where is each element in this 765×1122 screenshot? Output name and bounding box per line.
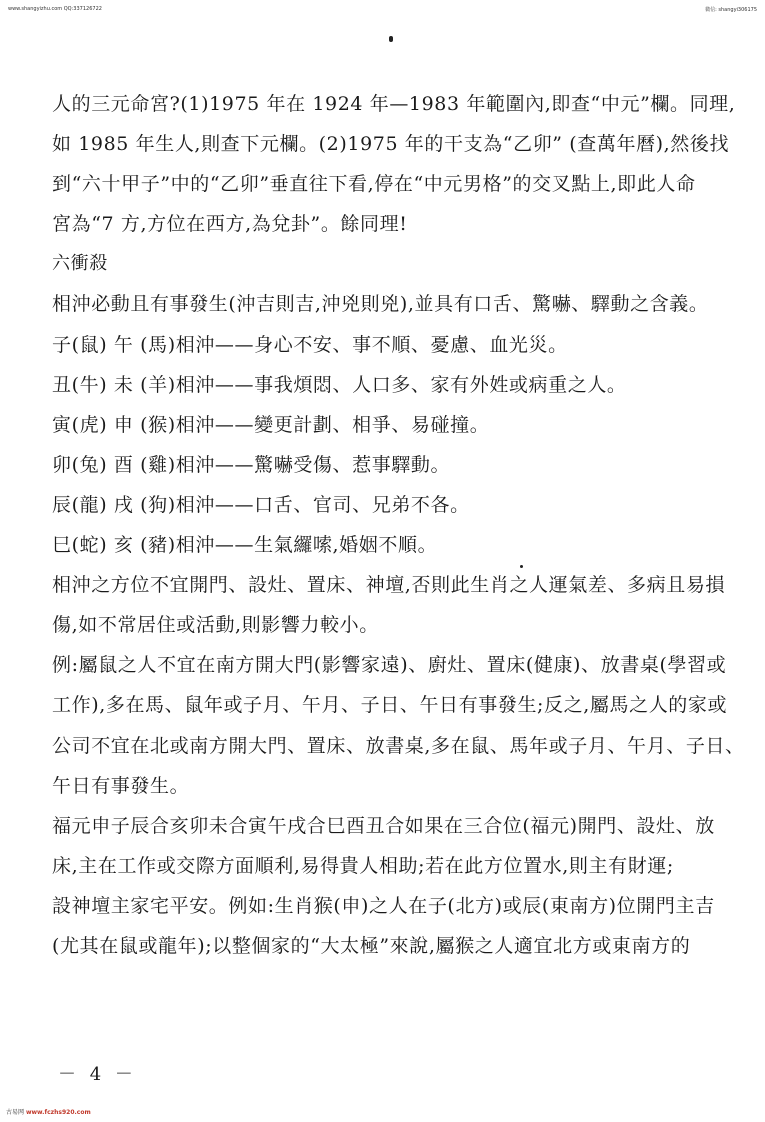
text-line: 丑(牛) 未 (羊)相沖——事我煩悶、人口多、家有外姓或病重之人。 [52, 373, 627, 396]
text-line: 人的三元命宮?(1)1975 年在 1924 年—1983 年範圍內,即查“中元”欄。同理, [52, 93, 736, 115]
text-line: 傷,如不常居住或活動,則影響力較小。 [52, 614, 379, 637]
paragraph [52, 806, 732, 966]
text-line: 相沖必動且有事發生(沖吉則吉,沖兇則兇),並具有口舌、驚嚇、驛動之含義。 [52, 293, 709, 316]
text-line: 到“六十甲子”中的“乙卯”垂直往下看,停在“中元男格”的交叉點上,即此人命 [52, 173, 696, 196]
text-line: 辰(龍) 戌 (狗)相沖——口舌、官司、兄弟不各。 [52, 493, 470, 516]
text-line: 巳(蛇) 亥 (豬)相沖——生氣纙嗦,婚姻不順。 [52, 534, 438, 557]
paragraph [52, 365, 732, 405]
text-line: 寅(虎) 申 (猴)相沖——變更計劃、相爭、易碰撞。 [52, 413, 490, 436]
text-line: 例:屬鼠之人不宜在南方開大門(影響家遠)、廚灶、置床(健康)、放書桌(學習或 [52, 654, 727, 677]
footer [6, 1107, 91, 1116]
paragraph [52, 84, 736, 244]
text-line: 相沖之方位不宜開門、設灶、置床、神壇,否則此生肖之人運氣差、多病且易損 [52, 574, 726, 597]
paragraph [52, 445, 732, 485]
text-line: (尤其在鼠或龍年);以整個家的“大太極”來說,屬猴之人適宜北方或東南方的 [52, 934, 691, 957]
paragraph [52, 284, 732, 324]
text-line: 卯(兔) 酉 (雞)相沖——驚嚇受傷、惹事驛動。 [52, 453, 451, 476]
header-contact-info: 微信: shangyi306175 [705, 7, 757, 13]
text-line: 工作),多在馬、鼠年或子月、午月、子日、午日有事發生;反之,屬馬之人的家或 [52, 694, 728, 717]
text-line: 子(鼠) 午 (馬)相沖——身心不安、事不順、憂慮、血光災。 [52, 333, 568, 356]
text-line: 六衝殺 [52, 253, 108, 275]
page-number: － 4 － [58, 1064, 137, 1085]
text-line: 設神壇主家宅平安。例如:生肖猴(申)之人在子(北方)或辰(東南方)位開門主吉 [52, 894, 715, 917]
text-line: 如 1985 年生人,則查下元欄。(2)1975 年的干支為“乙卯” (查萬年曆),然後找 [52, 133, 730, 156]
document-body [52, 84, 745, 966]
footer-label: 古易网 [6, 1109, 25, 1116]
paragraph [52, 325, 732, 365]
scan-mark [389, 36, 393, 42]
text-line: 床,主在工作或交際方面順利,易得貴人相助;若在此方位置水,則主有財運; [52, 854, 674, 877]
paragraph [52, 405, 732, 445]
text-line: 福元申子辰合亥卯未合寅午戌合巳酉丑合如果在三合位(福元)開門、設灶、放 [52, 814, 715, 837]
section-heading [52, 244, 732, 284]
text-line: 宮為“7 方,方位在西方,為兌卦”。餘同理! [52, 213, 408, 236]
text-line: 公司不宜在北或南方開大門、置床、放書桌,多在鼠、馬年或子月、午月、子日、 [52, 734, 745, 757]
paragraph [52, 565, 732, 645]
text-line: 午日有事發生。 [52, 774, 190, 797]
footer-site-link[interactable]: www.fczhs920.com [25, 1109, 91, 1116]
paragraph [52, 645, 745, 805]
paragraph [52, 485, 732, 525]
paragraph [52, 525, 732, 565]
header-site-info: www.shangyizhu.com QQ:337126722 [8, 6, 102, 12]
